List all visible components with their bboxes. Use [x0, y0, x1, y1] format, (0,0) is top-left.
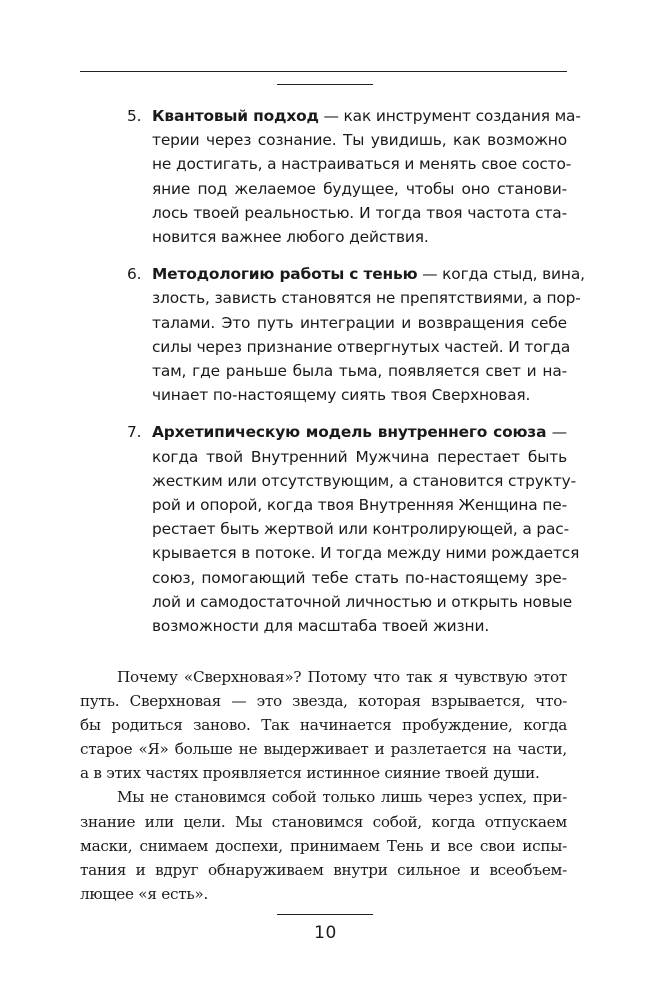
list-item-term: Квантовый подход [152, 107, 319, 125]
list-item-text: — как инструмент создания ма- [318, 107, 581, 125]
list-item [127, 420, 580, 638]
list-item-line: не достигать, а настраиваться и менять свое состо- [152, 155, 572, 174]
list-item-line: новится важнее любого действия. [152, 228, 429, 247]
footer-short-rule [277, 914, 373, 915]
list-item-term: Методологию работы с тенью [152, 265, 418, 284]
list-item-line: рестает быть жертвой или контролирующей, а рас- [152, 520, 570, 539]
list-item-line [152, 104, 581, 128]
paragraph-line: путь. Сверхновая — это звезда, которая взрывается, что- [80, 692, 567, 711]
list-item-line: терии через сознание. Ты увидишь, как возможно [152, 131, 567, 150]
list-item-line [152, 420, 567, 444]
paragraph-line: старое «Я» больше не выдерживает и разлетается на части, [80, 740, 567, 759]
paragraph-line: Почему «Сверхновая»? Потому что так я чувствую этот [117, 668, 567, 686]
list-item-line: лось твоей реальностью. И тогда твоя частота ста- [152, 203, 567, 222]
header-short-rule [277, 84, 373, 85]
list-item-line: когда твой Внутренний Мужчина перестает быть [152, 447, 567, 466]
list-item-line: возможности для масштаба твоей жизни. [152, 617, 490, 636]
paragraph-line: Мы не становимся собой только лишь через успех, при- [117, 788, 567, 807]
list-item-line: жестким или отсутствующим, а становится структу- [152, 471, 577, 490]
list-item-line: силы через признание отвергнутых частей. И тогда [152, 337, 571, 356]
body-text [80, 665, 567, 906]
list-item-text: — когда стыд, вина, [417, 265, 585, 284]
paragraph-line: тания и вдруг обнаруживаем внутри сильное и всеобъем- [80, 860, 567, 879]
list-item [127, 104, 581, 249]
paragraph [80, 665, 567, 785]
paragraph-line: лющее «я есть». [80, 884, 209, 903]
paragraph-line: а в этих частях проявляется истинное сияние твоей души. [80, 764, 540, 783]
numbered-list [127, 104, 585, 651]
paragraph-line: знание или цели. Мы становимся собой, когда отпускаем [80, 812, 567, 831]
list-item-number: 5. [127, 107, 142, 125]
list-item-number: 7. [127, 423, 142, 442]
header-rule [80, 71, 567, 72]
list-item-line: рой и опорой, когда твоя Внутренняя Женщина пе- [152, 496, 567, 515]
list-item-line: там, где раньше была тьма, появляется свет и на- [152, 362, 567, 381]
list-item-term: Архетипическую модель внутреннего союза [152, 423, 547, 442]
list-item-line: яние под желаемое будущее, чтобы оно станови- [152, 179, 567, 198]
list-item-line: талами. Это путь интеграции и возвращения себе [152, 313, 567, 332]
list-item-line: крывается в потоке. И тогда между ними рождается [152, 544, 580, 563]
paragraph-line: бы родиться заново. Так начинается пробуждение, когда [80, 716, 567, 735]
paragraph-line: маски, снимаем доспехи, принимаем Тень и все свои испы- [80, 836, 567, 855]
page-number: 10 [314, 923, 337, 943]
list-item-line: союз, помогающий тебе стать по-настоящему зре- [152, 568, 567, 587]
list-item-line: злость, зависть становятся не препятствиями, а пор- [152, 289, 581, 308]
paragraph [80, 785, 567, 905]
list-item [127, 262, 585, 407]
list-item-text: — [546, 423, 567, 442]
list-item-line: чинает по-настоящему сиять твоя Сверхновая. [152, 386, 531, 405]
list-item-number: 6. [127, 265, 142, 284]
list-item-line: лой и самодостаточной личностью и открыть новые [152, 592, 573, 611]
list-item-line [152, 262, 585, 286]
